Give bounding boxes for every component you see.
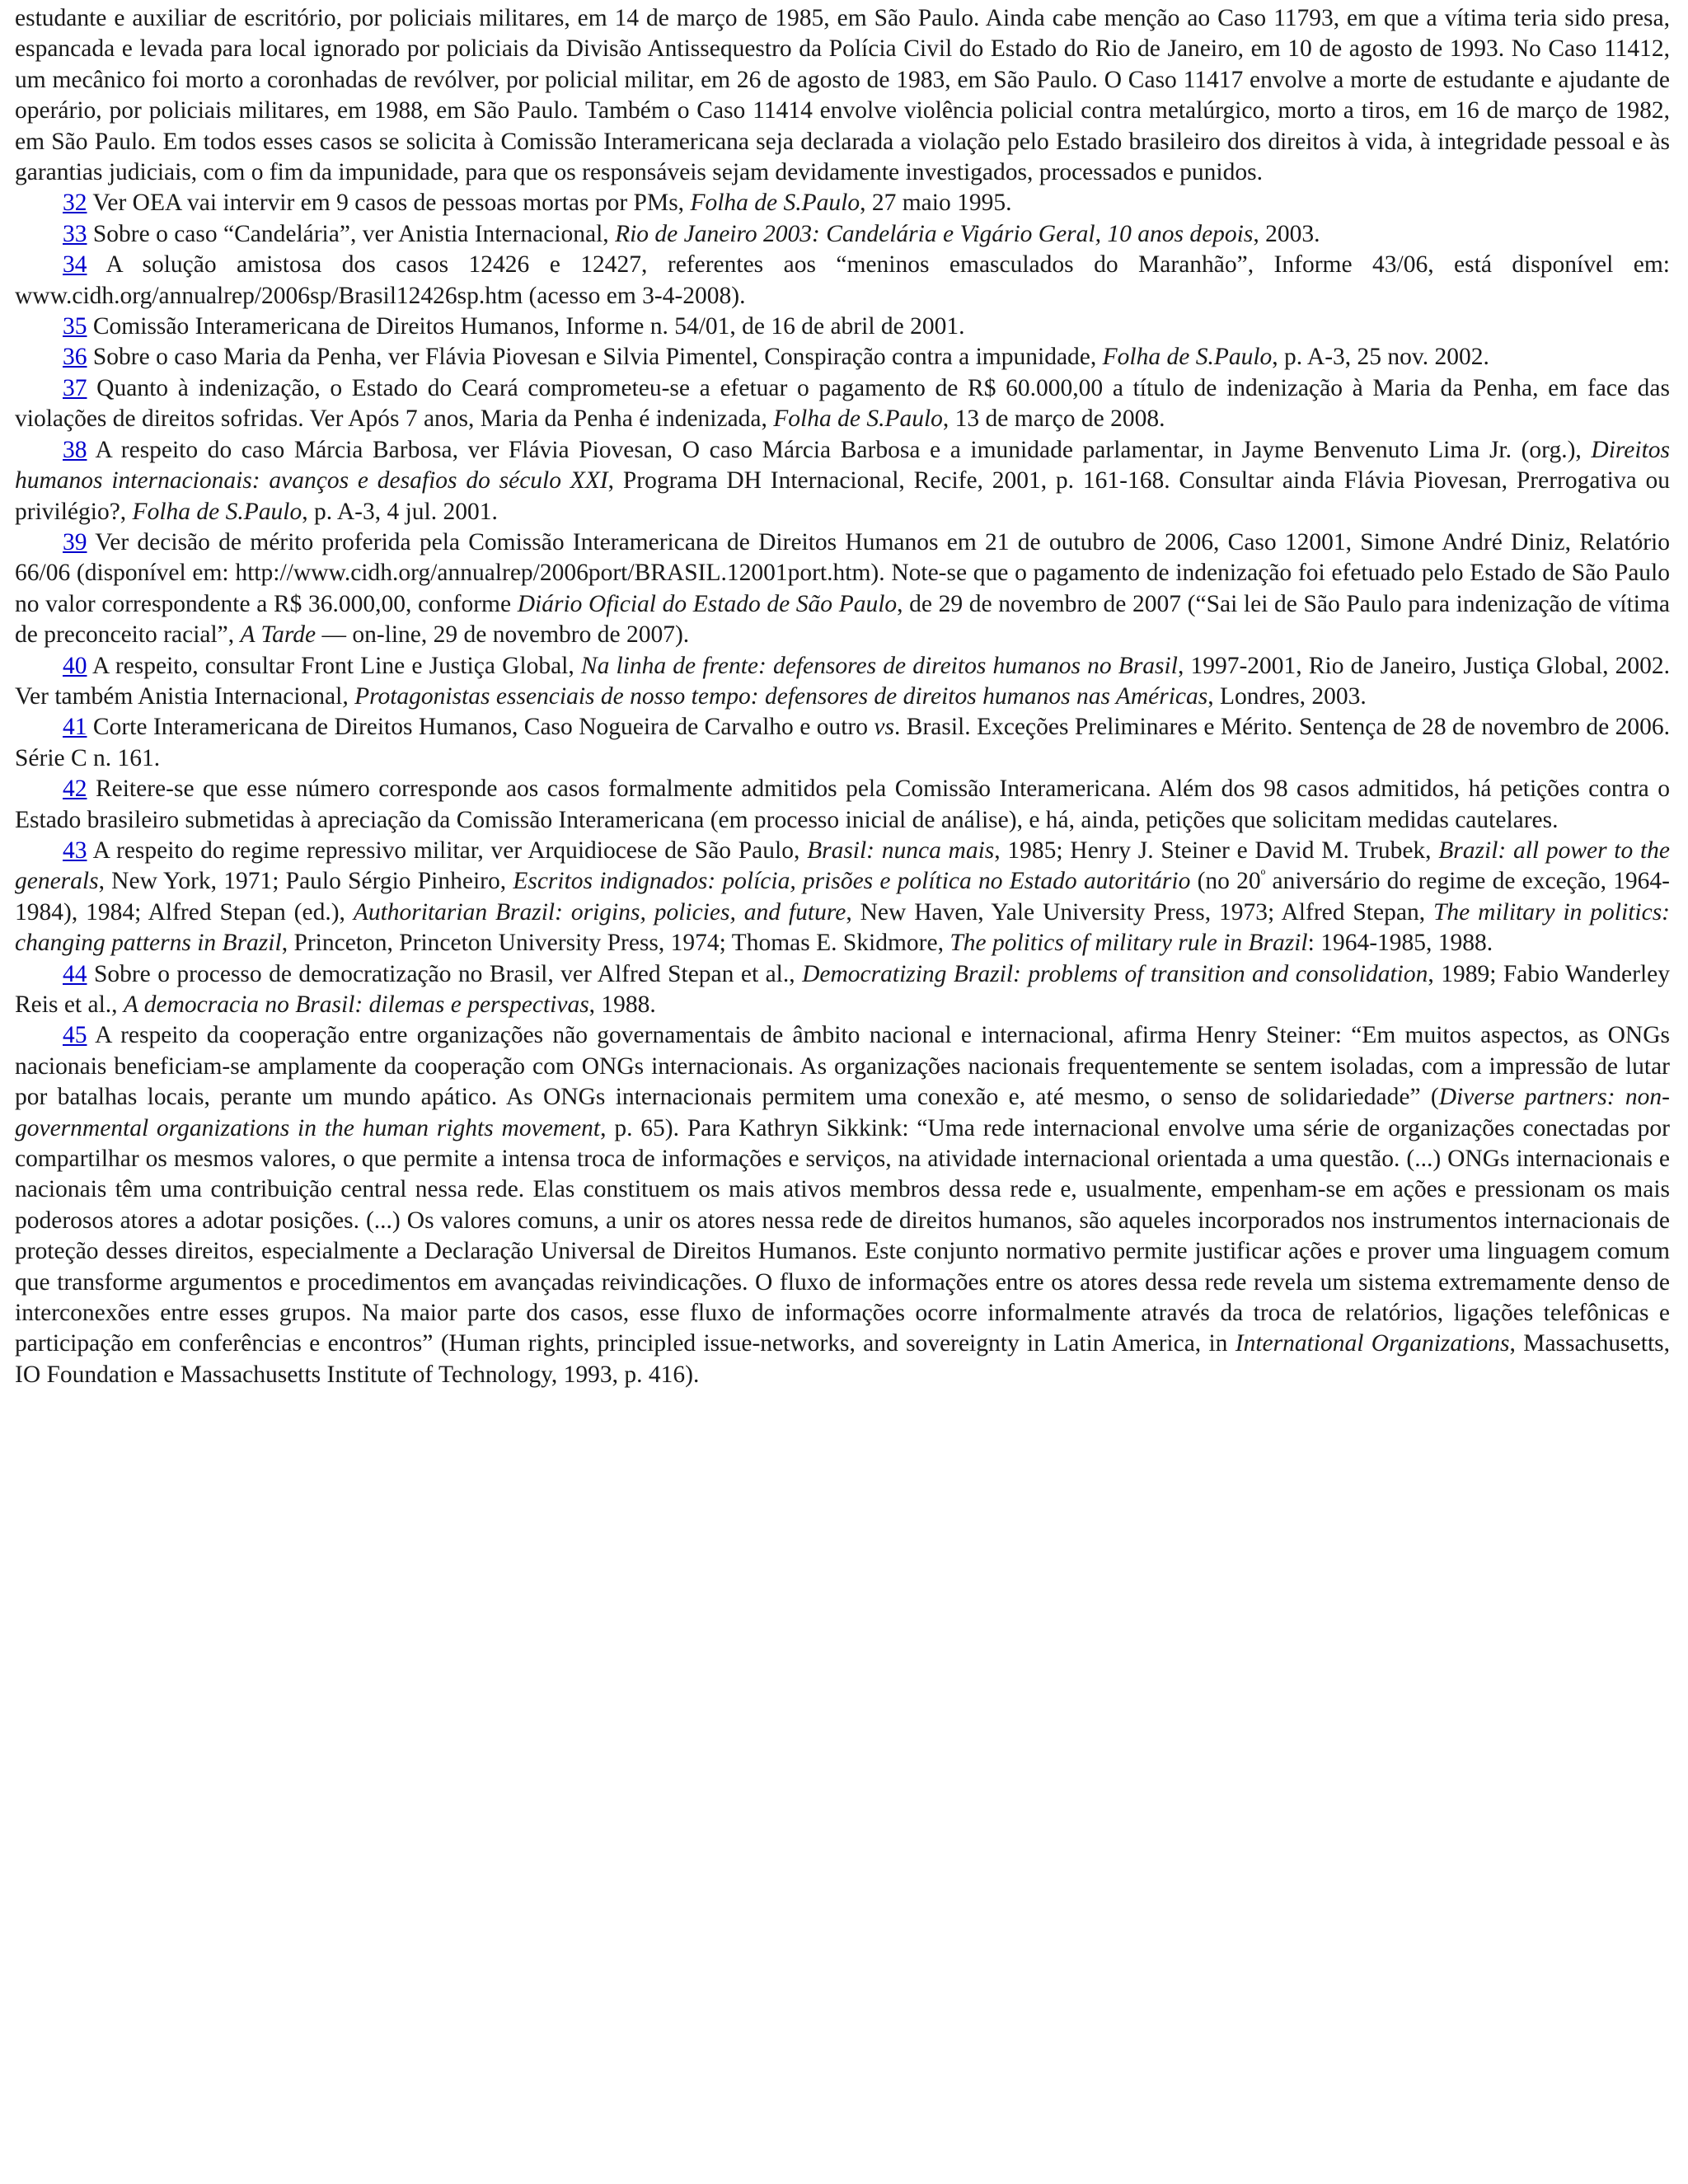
footnote-41: 41 Corte Interamericana de Direitos Humanos, Caso Nogueira de Carvalho e outro vs. Brasil. Exceções Preliminares e Mérito. Sentença de 28 de novembro de 2006. Série C n. 161.: [15, 714, 1670, 771]
footnote-43: 43 A respeito do regime repressivo militar, ver Arquidiocese de São Paulo, Brasil: nunca mais, 1985; Henry J. Steiner e David M. Trubek, Brazil: all power to the generals, New York, 1971; Paulo Sérgio Pinheiro, Escritos indignados: polícia, prisões e política no Estado autoritário (no $20^º$ aniversário do regime de exceção, 1964-1984), 1984; Alfred Stepan (ed.), Authoritarian Brazil: origins, policies, and future, New Haven, Yale University Press, 1973; Alfred Stepan, The military in politics: changing patterns in Brazil, Princeton, Princeton University Press, 1974; Thomas E. Skidmore, The politics of military rule in Brazil: 1964-1985, 1988.: [15, 837, 1671, 957]
footnote-34: 34 A solução amistosa dos casos 12426 e 12427, referentes aos “meninos emasculados do Maranhão”, Informe 43/06, está disponível em: www.cidh.org/annualrep/2006sp/Brasil12426sp.htm (acesso em 3-4-2008).: [15, 251, 1670, 309]
footnote-link-39[interactable]: 39: [63, 528, 87, 555]
footnote-45: 45 A respeito da cooperação entre organizações não governamentais de âmbito nacional e internacional, afirma Henry Steiner: “Em muitos aspectos, as ONGs nacionais beneficiam-se amplamente da cooperação com ONGs internacionais. As organizações nacionais frequentemente se sentem isoladas, com a impressão de lutar por batalhas locais, perante um mundo apático. As ONGs internacionais permitem uma conexão e, até mesmo, o senso de solidariedade” (Diverse partners: non-governmental organizations in the human rights movement, p. 65). Para Kathryn Sikkink: “Uma rede internacional envolve uma série de organizações conectadas por compartilhar os mesmos valores, o que permite a intensa troca de informações e serviços, na atividade internacional orientada a uma questão. (...) ONGs internacionais e nacionais têm uma contribuição central nessa rede. Elas constituem os mais ativos membros dessa rede e, usualmente, empenham-se em ações e pressionam os mais poderosos atores a adotar posições. (...) Os valores comuns, a unir os atores nessa rede de direitos humanos, são aqueles incorporados nos instrumentos internacionais de proteção desses direitos, especialmente a Declaração Universal de Direitos Humanos. Este conjunto normativo permite justificar ações e prover uma linguagem comum que transforme argumentos e procedimentos em avançadas reivindicações. O fluxo de informações entre os atores dessa rede revela um sistema extremamente denso de interconexões entre esses grupos. Na maior parte dos casos, esse fluxo de informações ocorre informalmente através da troca de relatórios, ligações telefônicas e participação em conferências e encontros” (Human rights, principled issue-networks, and sovereignty in Latin America, in International Organizations, Massachusetts, IO Foundation e Massachusetts Institute of Technology, 1993, p. 416).: [15, 1022, 1671, 1388]
footnote-link-33[interactable]: 33: [63, 220, 87, 247]
footnote-link-36[interactable]: 36: [63, 344, 87, 371]
footnote-33: 33 Sobre o caso “Candelária”, ver Anistia Internacional, Rio de Janeiro 2003: Candelária e Vigário Geral, 10 anos depois, 2003.: [63, 220, 1320, 247]
footnote-link-32[interactable]: 32: [63, 190, 87, 217]
intro-paragraph: estudante e auxiliar de escritório, por policiais militares, em 14 de março de 1985, em São Paulo. Ainda cabe menção ao Caso 11793, em que a vítima teria sido presa, espancada e levada para local ignorado por policiais da Divisão Antissequestro da Polícia Civil do Estado do Rio de Janeiro, em 10 de agosto de 1993. No Caso 11412, um mecânico foi morto a coronhadas de revólver, por policial militar, em 26 de agosto de 1983, em São Paulo. O Caso 11417 envolve a morte de estudante e ajudante de operário, por policiais militares, em 1988, em São Paulo. Também o Caso 11414 envolve violência policial contra metalúrgico, morto a tiros, em 16 de março de 1982, em São Paulo. Em todos esses casos se solicita à Comissão Interamericana seja declarada a violação pelo Estado brasileiro dos direitos à vida, à integridade pessoal e às garantias judiciais, com o fim da impunidade, para que os responsáveis sejam devidamente investigados, processados e punidos.: [15, 5, 1670, 186]
footnote-link-34[interactable]: 34: [63, 251, 87, 279]
footnote-link-45[interactable]: 45: [63, 1022, 87, 1049]
footnote-40: 40 A respeito, consultar Front Line e Justiça Global, Na linha de frente: defensores de direitos humanos no Brasil, 1997-2001, Rio de Janeiro, Justiça Global, 2002. Ver também Anistia Internacional, Protagonistas essenciais de nosso tempo: defensores de direitos humanos nas Américas, Londres, 2003.: [15, 652, 1670, 710]
footnote-link-43[interactable]: 43: [63, 837, 87, 864]
footnote-link-42[interactable]: 42: [63, 776, 87, 803]
footnote-link-40[interactable]: 40: [63, 652, 87, 679]
footnote-42: 42 Reitere-se que esse número corresponde aos casos formalmente admitidos pela Comissão Interamericana. Além dos 98 casos admitidos, há petições contra o Estado brasileiro submetidas à apreciação da Comissão Interamericana (em processo inicial de análise), e há, ainda, petições que solicitam medidas cautelares.: [15, 776, 1670, 833]
footnote-link-37[interactable]: 37: [63, 374, 87, 401]
footnote-35: 35 Comissão Interamericana de Direitos Humanos, Informe n. 54/01, de 16 de abril de 2001.: [63, 313, 965, 340]
footnote-36: 36 Sobre o caso Maria da Penha, ver Flávia Piovesan e Silvia Pimentel, Conspiração contra a impunidade, Folha de S.Paulo, p. A-3, 25 nov. 2002.: [63, 344, 1489, 371]
footnote-link-35[interactable]: 35: [63, 313, 87, 340]
footnote-37: 37 Quanto à indenização, o Estado do Ceará comprometeu-se a efetuar o pagamento de R$ 60.000,00 a título de indenização à Maria da Penha, em face das violações de direitos sofridas. Ver Após 7 anos, Maria da Penha é indenizada, Folha de S.Paulo, 13 de março de 2008.: [15, 374, 1670, 433]
footnote-link-38[interactable]: 38: [63, 436, 87, 463]
footnote-44: 44 Sobre o processo de democratização no Brasil, ver Alfred Stepan et al., Democratizing Brazil: problems of transition and consolidation, 1989; Fabio Wanderley Reis et al., A democracia no Brasil: dilemas e perspectivas, 1988.: [15, 960, 1670, 1018]
footnote-32: 32 Ver OEA vai intervir em 9 casos de pessoas mortas por PMs, Folha de S.Paulo, 27 maio 1995.: [63, 190, 1012, 217]
footnote-39: 39 Ver decisão de mérito proferida pela Comissão Interamericana de Direitos Humanos em 21 de outubro de 2006, Caso 12001, Simone André Diniz, Relatório 66/06 (disponível em: http://www.cidh.org/annualrep/2006port/BRASIL.12001port.htm). Note-se que o pagamento de indenização foi efetuado pelo Estado de São Paulo no valor correspondente a R$ 36.000,00, conforme Diário Oficial do Estado de São Paulo, de 29 de novembro de 2007 (“Sai lei de São Paulo para indenização de vítima de preconceito racial”, A Tarde — on-line, 29 de novembro de 2007).: [15, 528, 1670, 649]
footnote-link-41[interactable]: 41: [63, 714, 87, 741]
footnote-link-44[interactable]: 44: [63, 960, 87, 987]
footnote-38: 38 A respeito do caso Márcia Barbosa, ver Flávia Piovesan, O caso Márcia Barbosa e a imunidade parlamentar, in Jayme Benvenuto Lima Jr. (org.), Direitos humanos internacionais: avanços e desafios do século XXI, Programa DH Internacional, Recife, 2001, p. 161-168. Consultar ainda Flávia Piovesan, Prerrogativa ou privilégio?, Folha de S.Paulo, p. A-3, 4 jul. 2001.: [15, 436, 1670, 525]
